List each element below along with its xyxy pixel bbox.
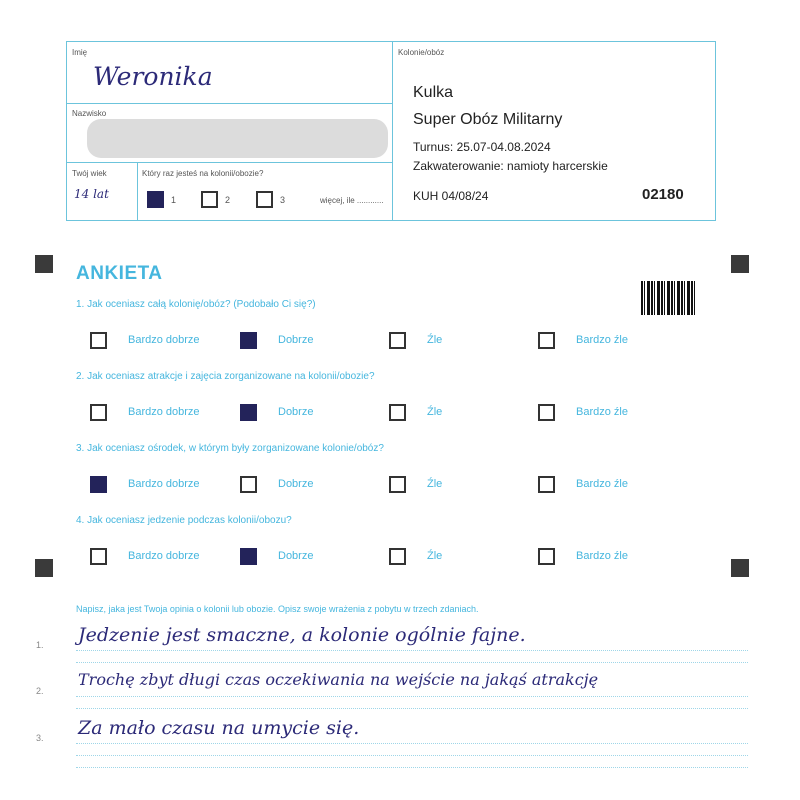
question-3-checkbox[interactable] [90, 476, 107, 493]
registration-mark [731, 559, 749, 577]
question-4-option-label: Bardzo źle [576, 550, 628, 562]
form-divider-vertical [392, 42, 393, 220]
opinion-line-number: 2. [36, 686, 44, 696]
times-option-more: więcej, ile ............ [320, 196, 384, 205]
question-3-text: 3. Jak oceniasz ośrodek, w którym były zorganizowane kolonie/obóz? [76, 443, 384, 454]
age-label: Twój wiek [72, 169, 107, 178]
camp-label: Kolonie/obóz [398, 48, 445, 57]
question-1-checkbox[interactable] [240, 332, 257, 349]
times-option-2: 2 [225, 195, 231, 205]
opinion-handwritten-text[interactable]: Trochę zbyt długi czas oczekiwania na wejście na jakąś atrakcję [78, 670, 599, 689]
question-4-text: 4. Jak oceniasz jedzenie podczas kolonii/obozu? [76, 515, 292, 526]
question-3-option-label: Bardzo dobrze [128, 478, 200, 490]
registration-mark [731, 255, 749, 273]
question-3-option-label: Dobrze [278, 478, 314, 490]
form-divider-age [137, 162, 138, 220]
times-option-1: 1 [171, 195, 177, 205]
opinion-instruction: Napisz, jaka jest Twoja opinia o kolonii lub obozie. Opisz swoje wrażenia z pobytu w trzech zdaniach. [76, 604, 479, 614]
question-4-checkbox[interactable] [240, 548, 257, 565]
question-1-checkbox[interactable] [538, 332, 555, 349]
question-1-text: 1. Jak oceniasz całą kolonię/obóz? (Podobało Ci się?) [76, 299, 316, 310]
opinion-handwritten-text[interactable]: Za mało czasu na umycie się. [78, 717, 360, 739]
question-1-option-label: Dobrze [278, 334, 314, 346]
writing-line [76, 708, 748, 709]
camp-accommodation: Zakwaterowanie: namioty harcerskie [413, 159, 608, 173]
question-4-option-label: Dobrze [278, 550, 314, 562]
question-2-checkbox[interactable] [240, 404, 257, 421]
surname-label: Nazwisko [72, 109, 107, 118]
question-3-checkbox[interactable] [538, 476, 555, 493]
writing-line [76, 662, 748, 663]
question-2-option-label: Bardzo źle [576, 406, 628, 418]
writing-line [76, 767, 748, 768]
writing-line [76, 696, 748, 697]
writing-line [76, 650, 748, 651]
times-checkbox-1[interactable] [147, 191, 164, 208]
opinion-handwritten-text[interactable]: Jedzenie jest smaczne, a kolonie ogólnie fajne. [78, 624, 526, 646]
question-2-option-label: Źle [427, 406, 443, 418]
form-divider-surname [67, 162, 392, 163]
opinion-line-number: 3. [36, 733, 44, 743]
question-1-option-label: Bardzo źle [576, 334, 628, 346]
name-value[interactable]: Weronika [93, 62, 213, 91]
camp-title: Super Obóz Militarny [413, 111, 563, 128]
question-3-checkbox[interactable] [240, 476, 257, 493]
camper-info-form [66, 41, 716, 221]
camp-code: KUH 04/08/24 [413, 189, 489, 203]
writing-line [76, 743, 748, 744]
registration-mark [35, 255, 53, 273]
question-3-option-label: Bardzo źle [576, 478, 628, 490]
form-number: 02180 [642, 186, 684, 203]
camp-turnus: Turnus: 25.07-04.08.2024 [413, 140, 551, 154]
question-4-option-label: Bardzo dobrze [128, 550, 200, 562]
opinion-line-number: 1. [36, 640, 44, 650]
question-2-checkbox[interactable] [90, 404, 107, 421]
registration-mark [35, 559, 53, 577]
name-label: Imię [72, 48, 88, 57]
age-value[interactable]: 14 lat [74, 187, 109, 201]
question-1-option-label: Źle [427, 334, 443, 346]
surname-redacted [87, 119, 388, 158]
question-2-option-label: Dobrze [278, 406, 314, 418]
question-4-checkbox[interactable] [90, 548, 107, 565]
question-4-option-label: Źle [427, 550, 443, 562]
question-4-checkbox[interactable] [538, 548, 555, 565]
question-2-checkbox[interactable] [389, 404, 406, 421]
times-checkbox-2[interactable] [201, 191, 218, 208]
times-checkbox-3[interactable] [256, 191, 273, 208]
question-2-text: 2. Jak oceniasz atrakcje i zajęcia zorganizowane na kolonii/obozie? [76, 371, 375, 382]
barcode [641, 281, 695, 315]
camp-name: Kulka [413, 84, 454, 101]
question-3-option-label: Źle [427, 478, 443, 490]
times-option-3: 3 [280, 195, 286, 205]
writing-line [76, 755, 748, 756]
question-1-checkbox[interactable] [90, 332, 107, 349]
form-divider-name [67, 103, 392, 104]
question-2-option-label: Bardzo dobrze [128, 406, 200, 418]
times-label: Który raz jesteś na kolonii/obozie? [142, 169, 264, 178]
question-1-option-label: Bardzo dobrze [128, 334, 200, 346]
survey-title: ANKIETA [76, 263, 163, 284]
question-3-checkbox[interactable] [389, 476, 406, 493]
question-4-checkbox[interactable] [389, 548, 406, 565]
question-2-checkbox[interactable] [538, 404, 555, 421]
question-1-checkbox[interactable] [389, 332, 406, 349]
